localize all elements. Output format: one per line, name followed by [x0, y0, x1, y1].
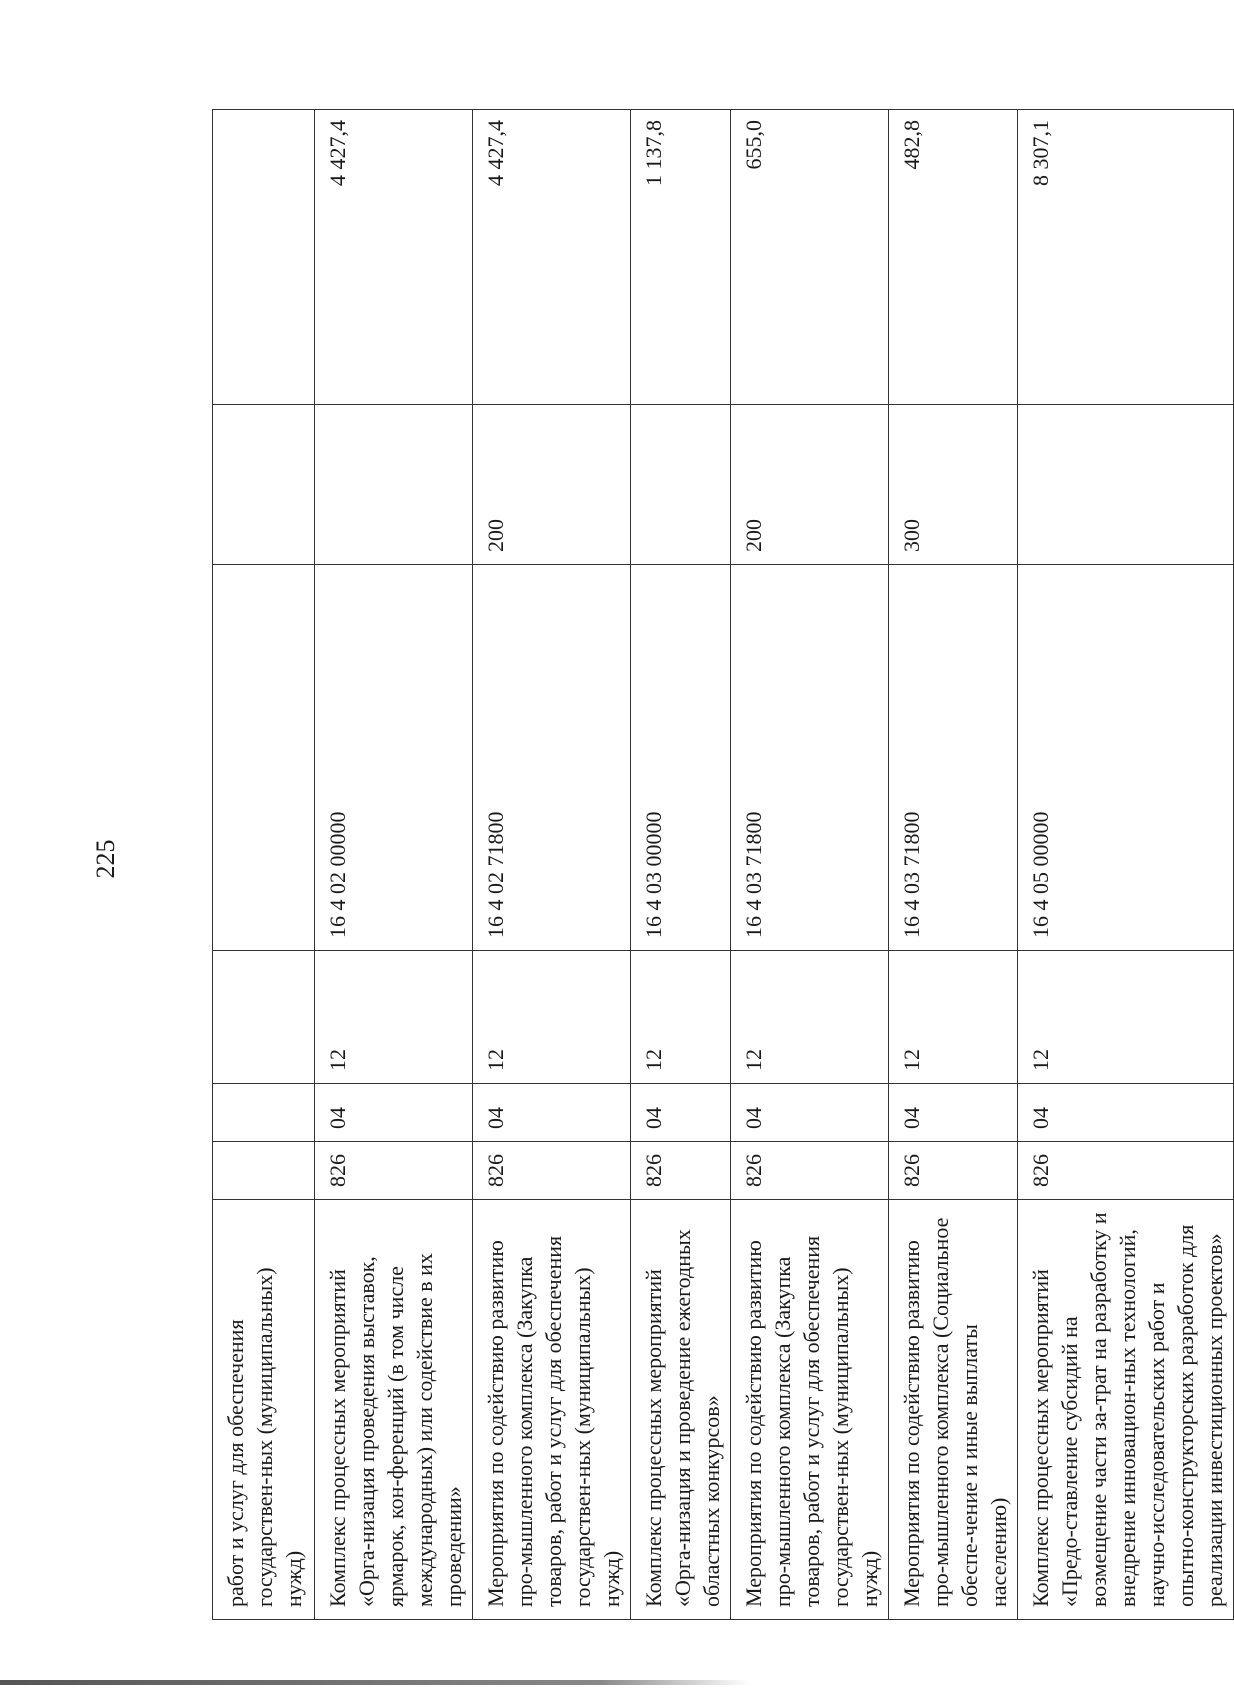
budget-table	[212, 109, 1234, 1620]
cell-target-article: 16 4 02 00000	[315, 565, 473, 951]
cell-subsection: 12	[631, 951, 731, 1084]
cell-subsection: 12	[889, 951, 1018, 1084]
cell-name: работ и услуг для обеспечения государствен-ных (муниципальных) нужд)	[213, 1200, 315, 1620]
cell-amount: 4 427,4	[473, 110, 631, 405]
cell-grbs: 826	[731, 1142, 889, 1200]
cell-amount: 655,0	[731, 110, 889, 405]
cell-section: 04	[731, 1084, 889, 1142]
cell-target-article: 16 4 03 71800	[731, 565, 889, 951]
cell-expense-type	[213, 405, 315, 565]
cell-amount: 482,8	[889, 110, 1018, 405]
cell-grbs: 826	[473, 1142, 631, 1200]
page-number: 225	[91, 839, 120, 879]
cell-subsection: 12	[731, 951, 889, 1084]
cell-section: 04	[889, 1084, 1018, 1142]
cell-amount	[213, 110, 315, 405]
cell-name: Комплекс процессных мероприятий «Орга-низация проведения выставок, ярмарок, кон-ференций (в том числе международных) или содействие в их проведении»	[315, 1200, 473, 1620]
cell-name: Комплекс процессных мероприятий «Орга-низация и проведение ежегодных областных конкурсов»	[631, 1200, 731, 1620]
cell-grbs: 826	[631, 1142, 731, 1200]
table-row	[889, 110, 1018, 1620]
cell-target-article: 16 4 03 00000	[631, 565, 731, 951]
cell-expense-type: 200	[473, 405, 631, 565]
cell-target-article	[213, 565, 315, 951]
cell-amount: 4 427,4	[315, 110, 473, 405]
cell-target-article: 16 4 05 00000	[1018, 565, 1234, 951]
table-row	[731, 110, 889, 1620]
cell-subsection: 12	[473, 951, 631, 1084]
cell-expense-type: 200	[731, 405, 889, 565]
table-row	[631, 110, 731, 1620]
cell-expense-type: 300	[889, 405, 1018, 565]
cell-section: 04	[315, 1084, 473, 1142]
cell-expense-type	[315, 405, 473, 565]
cell-name: Мероприятия по содействию развитию про-мышленного комплекса (Закупка товаров, работ и услуг для обеспечения государствен-ных (муниципальных) нужд)	[473, 1200, 631, 1620]
scan-edge-shadow	[0, 1680, 750, 1685]
cell-expense-type	[631, 405, 731, 565]
cell-section: 04	[1018, 1084, 1234, 1142]
rotated-table-wrapper	[212, 110, 1227, 1620]
cell-amount: 8 307,1	[1018, 110, 1234, 405]
cell-section: 04	[631, 1084, 731, 1142]
cell-grbs: 826	[315, 1142, 473, 1200]
cell-subsection: 12	[315, 951, 473, 1084]
table-row	[473, 110, 631, 1620]
cell-grbs	[213, 1142, 315, 1200]
cell-subsection	[213, 951, 315, 1084]
cell-section: 04	[473, 1084, 631, 1142]
cell-grbs: 826	[889, 1142, 1018, 1200]
cell-name: Мероприятия по содействию развитию про-мышленного комплекса (Закупка товаров, работ и услуг для обеспечения государствен-ных (муниципальных) нужд)	[731, 1200, 889, 1620]
cell-section	[213, 1084, 315, 1142]
table-row	[1018, 110, 1234, 1620]
cell-amount: 1 137,8	[631, 110, 731, 405]
table-row	[315, 110, 473, 1620]
cell-subsection: 12	[1018, 951, 1234, 1084]
cell-target-article: 16 4 02 71800	[473, 565, 631, 951]
cell-target-article: 16 4 03 71800	[889, 565, 1018, 951]
cell-grbs: 826	[1018, 1142, 1234, 1200]
cell-expense-type	[1018, 405, 1234, 565]
cell-name: Комплекс процессных мероприятий «Предо-ставление субсидий на возмещение части за-трат на разработку и внедрение инновацион-ных технологий, научно-исследовательских работ и опытно-конструкторских разработок для реализации инвестиционных проектов»	[1018, 1200, 1234, 1620]
table-row	[213, 110, 315, 1620]
cell-name: Мероприятия по содействию развитию про-мышленного комплекса (Социальное обеспе-чение и иные выплаты населению)	[889, 1200, 1018, 1620]
